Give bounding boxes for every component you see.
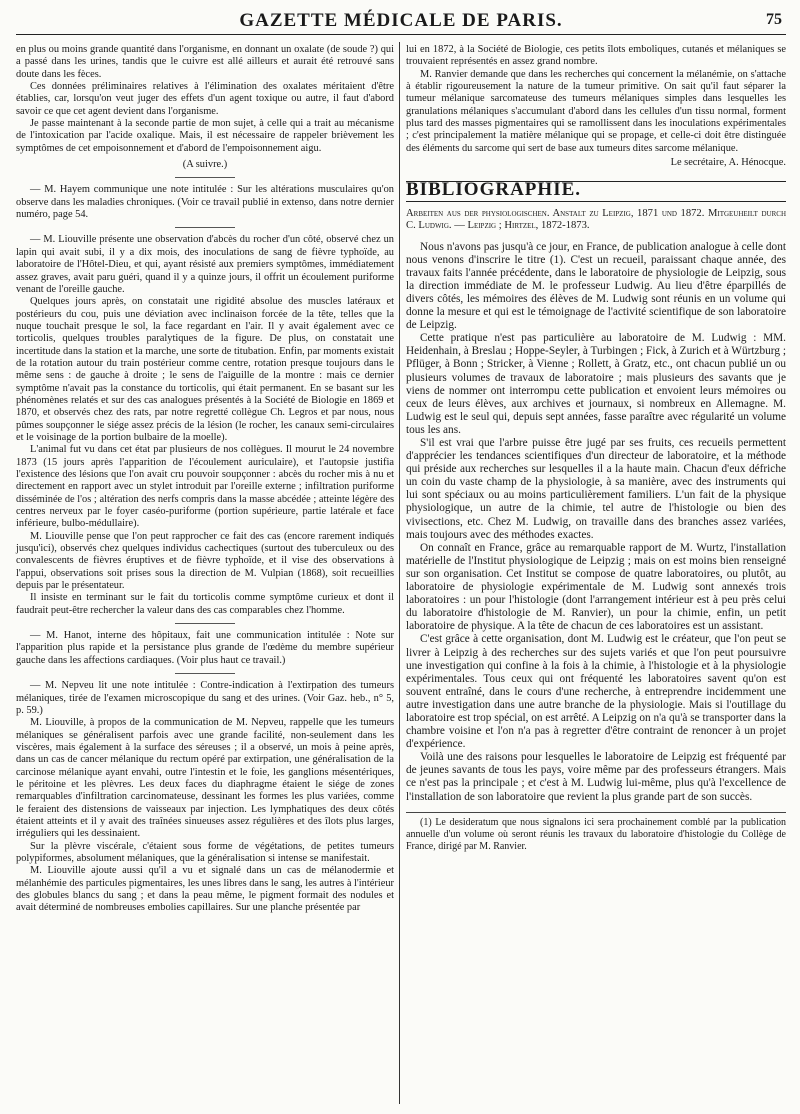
paragraph: — M. Hanot, interne des hôpitaux, fait une communication intitulée : Note sur l'apparition plus rapide et la persistance plus grande de l'œdème du membre supérieur gauche dans les affections cardiaques. (Voir plus haut ce travail.) [16,630,394,666]
paragraph: On connaît en France, grâce au remarquable rapport de M. Wurtz, l'installation matérielle de l'Institut physiologique de Leipzig ; mais on est moins bien renseigné sur son organisation. Cet Institut se compose de quatre laboratoires, ou plutôt, au laboratoire de physiologie expérimentale de M. Ludwig sont annexés trois laboratoires : un pour l'histologie (dont l'arrangement intérieur est à peu près celui du laboratoire d'histologie de M. Ranvier), un pour la chimie, enfin, un petit laboratoire de physique. A la tête de chacun de ces laboratoires est un assistant. [406,541,786,633]
paragraph: Cette pratique n'est pas particulière au laboratoire de M. Ludwig : MM. Heidenhain, à Breslau ; Hoppe-Seyler, à Turbingen ; Fick, à Zurich et à Würtzburg ; Pflüger, à Bonn ; Stricker, à Vienne ; Rollett, à Gratz, etc., ont chacun publié un ou plusieurs volumes de travaux de laboratoire ; mais plusieurs des savants que je viens de nommer ont interrompu cette publication et envoient leurs mémoires ou ceux de leurs élèves, aux archives et journaux, si nombreux en Allemagne. M. Ludwig est le seul qui, depuis sept années, fasse paraître avec régularité un volume tous les ans. [406,332,786,436]
paragraph: S'il est vrai que l'arbre puisse être jugé par ses fruits, ces recueils permettent d'apprécier les tendances scientifiques d'un directeur de laboratoire, et la méthode qui préside aux recherches sur lesquelles il a la haute main. Chacun d'eux défriche un coin du vaste champ de la physiologie, à sa manière, avec des instruments qui lui sont spéciaux ou au moins particulièrement familiers. L'un fait de la physique physiologique, un autre de la chimie, tel autre de l'histologie ou bien des vivisections, etc. Chez M. Ludwig, on travaille dans des branches assez variées, mais toujours avec des méthodes exactes. [406,437,786,541]
secretary-signature: Le secrétaire, A. Hénocque. [670,157,786,169]
paragraph: Ces données préliminaires relatives à l'élimination des oxalates méritaient d'être établies, car, lorsqu'on veut juger des effets d'un agent toxique ou autre, il faut d'abord savoir ce que cet agent devient dans l'organisme. [16,81,394,117]
bibliography-section-header [406,181,786,201]
paragraph: lui en 1872, à la Société de Biologie, ces petits îlots emboliques, cutanés et mélaniques se trouvaient représentés en assez grand nombre. [406,44,786,68]
separator [175,673,235,674]
paragraph: — M. Nepveu lit une note intitulée : Contre-indication à l'extirpation des tumeurs mélaniques, tirée de l'examen microscopique du sang et des urines. (Voir Gaz. heb., n° 5, p. 59.) [16,680,394,716]
paragraph: Voilà une des raisons pour lesquelles le laboratoire de Leipzig est fréquenté par de jeunes savants de tous les pays, voire même par des professeurs étrangers. Mais ce n'est pas la principale ; et c'est à M. Ludwig lui-même, plus qu'à l'excellence de l'installation de son laboratoire que revient la plus grande part de son succès. [406,751,786,803]
paragraph: Je passe maintenant à la seconde partie de mon sujet, à celle qui a trait au mécanisme de l'intoxication par l'acide oxalique. Mais, il est nécessaire de rappeler brièvement les symptômes de cet empoisonnement et d'abord de l'empoisonnement aigu. [16,118,394,154]
right-column [406,44,786,853]
paragraph: M. Liouville ajoute aussi qu'il a vu et signalé dans un cas de mélanodermie et mélanhémie des particules pigmentaires, les unes libres dans le sang, les autres à l'intérieur des globules blancs du sang ; et dans la peau même, le pigment formait des nodules et avait déterminé de nombreuses embolies capillaires. Sur une planche présentée par [16,865,394,914]
page-header [16,8,786,35]
section-title: BIBLIOGRAPHIE. [406,179,582,201]
paragraph: Quelques jours après, on constatait une rigidité absolue des muscles latéraux et postérieurs du cou, puis une déviation avec inclinaison forcée de la tête, telles que la nuque touchait presque le sol, la face regardant en l'air. Il y avait également avec ce torticolis, quelques troubles paralytiques de la figure. De plus, on constatait une incertitude dans la station et la marche, une sorte de titubation. Enfin, par moments existait de la rotation autour du train postérieur comme centre, rotation presque toujours dans le même sens : de gauche à droite ; le sens de l'aiguille de la montre : mais ce dernier symptôme n'avait pas la constance du torticolis, qui était permanent. En se basant sur les phénomènes relatés et sur des cas analogues présentés à la Société de Biologie en 1869 et 1870, et observés chez des rats, par notre regretté collègue Ch. Legros et par nous, nous pûmes soupçonner le siége assez précis de la lésion (le rocher, les canaux semi-circulaires et le voisinage de la portion bulbaire de la moelle). [16,296,394,443]
bibliography-body [406,241,786,804]
left-column [16,44,394,915]
paragraph: M. Liouville pense que l'on peut rapprocher ce fait des cas (encore rarement indiqués jusqu'ici), observés chez quelques individus cachectiques (surtout des tuberculeux ou des convalescents de fièvres éruptives et de fièvre typhoïde, et il vise des observations à l'appui, observations soit prises sous la direction de M. Vulpian (1868), soit recueillies depuis par le présentateur. [16,530,394,592]
paragraph: — M. Hayem communique une note intitulée : Sur les altérations musculaires qu'on observe dans les maladies chroniques. (Voir ce travail publié in extenso, dans notre dernier numéro, page 54. [16,184,394,221]
separator [175,177,235,178]
paragraph: M. Liouville, à propos de la communication de M. Nepveu, rappelle que les tumeurs mélaniques se généralisent parfois avec une grande facilité, non-seulement dans les viscères, mais également à la surface des séreuses ; il a observé, un mois à peine après, dans un cas de cancer mélanique du rectum opéré par extirpation, une généralisation de la carcinose mélanique ayant envahi, outre l'intestin et le foie, les ganglions mésentériques, le péritoine et les plèvres. Les deux faces du diaphragme étaient le siége de zones remarquables d'infiltration carcinomateuse, dessinant les formes les plus variées, comme le feraient des distensions de vaisseaux par injection. Les lymphatiques des deux côtés étaient atteints et il y avait des traînées sinueuses assez régulières et des îlots plus larges, irréguliers qui les dessinaient. [16,717,394,840]
journal-title: GAZETTE MÉDICALE DE PARIS. [239,10,563,31]
paragraph: Sur la plèvre viscérale, c'étaient sous forme de végétations, de petites tumeurs polypiformes, absolument mélaniques, que la généralisation si intense se manifestait. [16,840,394,864]
page-number: 75 [766,11,782,28]
paragraph: — M. Liouville présente une observation d'abcès du rocher d'un côté, observé chez un lapin qui avait subi, il y a dix mois, des inoculations de sang de fièvre typhoïde, au laboratoire de l'Hôtel-Dieu, et qui, ayant résisté aux premiers symptômes, immédiatement assez graves, avait paru guéri, quand il y a quinze jours, il offrit un écoulement puriforme venant de l'oreille gauche. [16,234,394,295]
footnote [406,812,786,853]
to-be-continued: (A suivre.) [182,159,228,171]
bibliography-reference: Arbeiten aus der physiologischen. Anstalt zu Leipzig, 1871 und 1872. Mitgeuheilt durch C. Ludwig. — Leipzig ; Hirtzel, 1872-1873. [406,207,786,232]
paragraph: Nous n'avons pas jusqu'à ce jour, en France, de publication analogue à celle dont nous venons d'inscrire le titre (1). C'est un recueil, paraissant chaque année, des travaux faits l'année précédente, dans le laboratoire de physiologie de Leipzig, sous la direction immédiate de M. le professeur Ludwig. Au lieu d'être éparpillés de divers côtés, les mémoires des élèves de M. Ludwig sont réunis en un volume qui donne la mesure et qui est le témoignage de l'activité scientifique de son laboratoire de Leipzig. [406,240,786,332]
column-divider [399,42,400,1104]
paragraph: L'animal fut vu dans cet état par plusieurs de nos collègues. Il mourut le 24 novembre 1873 (15 jours après l'apparition de l'écoulement auriculaire), et l'autopsie justifia l'existence des lésions que l'on avait cru pouvoir soupçonner : abcès du rocher mis à nu et directement en rapport avec un stylet introduit par l'oreille externe ; infiltration puriforme disséminée de l'os ; altération des nerfs compris dans la masse abcédée ; atteinte légère des centres nerveux par le foyer caséo-puriforme (portion supérieure, partie latérale et face inférieure, bulbo-médullaire). [16,444,394,530]
paragraph: Il insiste en terminant sur le fait du torticolis comme symptôme curieux et dont il faudrait peut-être rechercher la valeur dans des cas comparables chez l'homme. [16,592,394,616]
paragraph: en plus ou moins grande quantité dans l'organisme, en donnant un oxalate (de soude ?) qui a passé dans les urines, tandis que le cuivre est allé ailleurs et aurait été retrouvé sans doute dans les fèces. [16,44,394,80]
separator [175,623,235,624]
separator [175,227,235,228]
paragraph: M. Ranvier demande que dans les recherches qui concernent la mélanémie, on s'attache à établir rigoureusement la nature de la tumeur primitive. On sait qu'il faut séparer la tumeur mélanique sarcomateuse des tumeurs mélaniques simples dans lesquelles les granulations mélaniques s'accumulant d'abord dans les cellules d'un tissu normal, forment plus tard des masses pigmentaires qui se ramollissent dans les inoculations expérimentales ; c'est principalement la matière mélanique qui se propage, et celle-ci doit être distinguée des éléments du sarcome qui sert de base aux tumeurs dites sarcome mélanique. [406,68,786,154]
paragraph: C'est grâce à cette organisation, dont M. Ludwig est le créateur, que l'on peut se livrer à Leipzig à des recherches sur des sujets variés et que l'on peut poursuivre une investigation qui confine à la fois à la chimie, à l'histologie et à la physiologie expérimentales. Tous ceux qui ont fréquenté les laboratoires savent qu'on est souvent entraîné, dans le cours d'une recherche, à entreprendre incidemment une autre investigation dans une autre branche de la physiologie. Mais si l'outillage du laboratoire est trop spécial, on est arrêté. A Leipzig on n'a qu'à se transporter dans la chambre voisine et l'on n'a pas à regretter d'être contraint de renoncer à un projet d'expérience. [406,633,786,751]
footnote-text: (1) Le desideratum que nous signalons ici sera prochainement comblé par la publication annuelle d'un volume où seront réunis les travaux du laboratoire d'histologie du Collège de France, dirigé par M. Ranvier. [406,816,786,852]
